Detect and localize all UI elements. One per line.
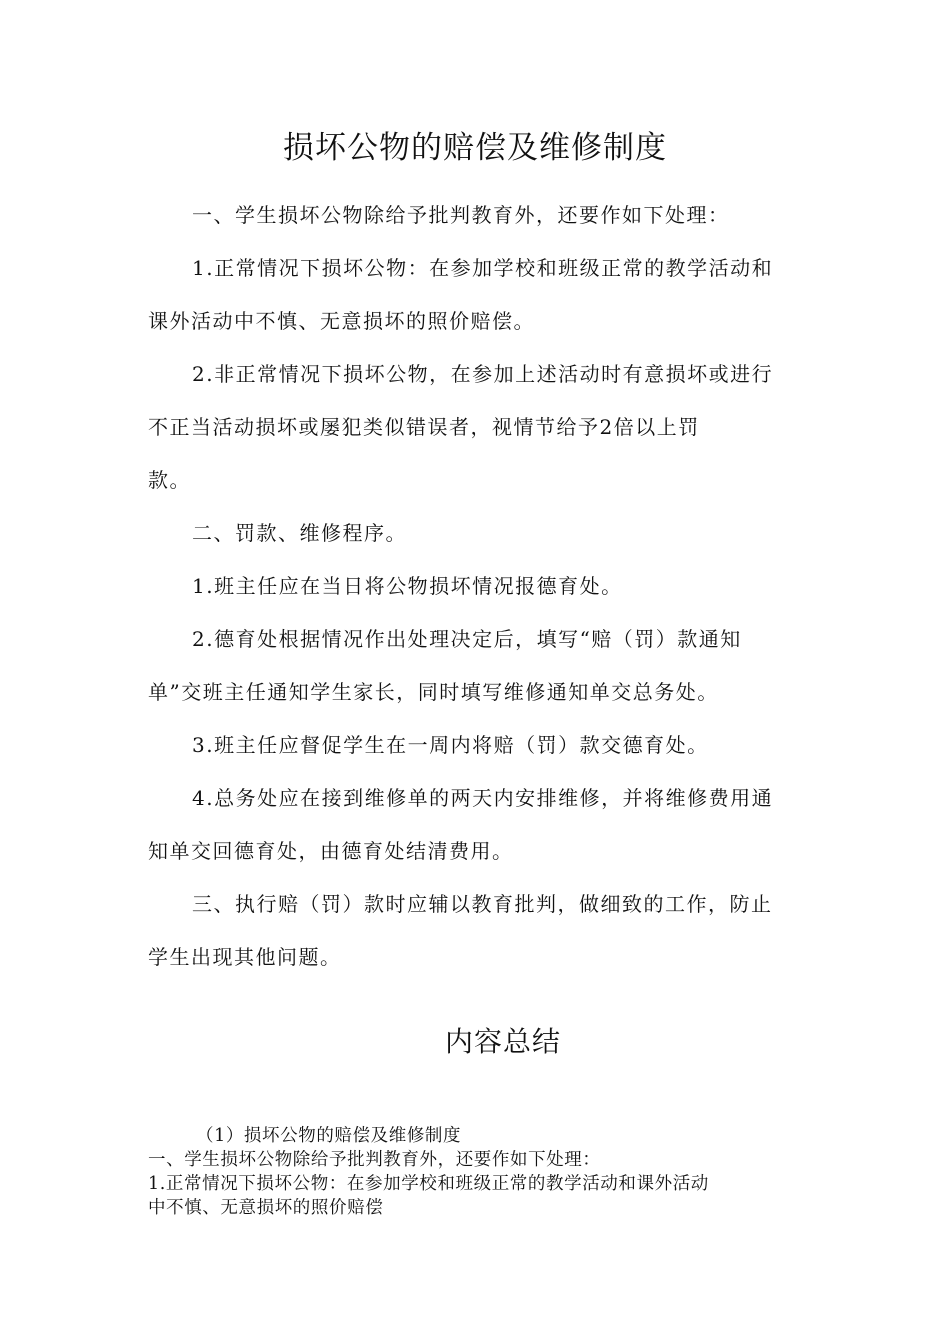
document-body — [148, 189, 808, 984]
body-line: 单”交班主任通知学生家长，同时填写维修通知单交总务处。 — [148, 680, 719, 704]
body-line: 1.班主任应在当日将公物损坏情况报德育处。 — [192, 574, 623, 598]
body-line: 不正当活动损坏或屡犯类似错误者，视情节给予2倍以上罚 — [148, 415, 700, 439]
summary-line: 1.正常情况下损坏公物：在参加学校和班级正常的教学活动和课外活动 — [148, 1174, 709, 1194]
section-heading-1: 一、学生损坏公物除给予批判教育外，还要作如下处理： — [192, 203, 730, 227]
body-line: 3.班主任应督促学生在一周内将赔（罚）款交德育处。 — [192, 733, 709, 757]
body-line: 学生出现其他问题。 — [148, 945, 342, 969]
document-title: 损坏公物的赔偿及维修制度 — [283, 130, 667, 166]
summary-line: 中不慎、无意损坏的照价赔偿 — [148, 1198, 384, 1218]
section-heading-2: 二、罚款、维修程序。 — [192, 521, 407, 545]
summary-body — [148, 1124, 808, 1220]
body-line: 知单交回德育处，由德育处结清费用。 — [148, 839, 514, 863]
body-line: 1.正常情况下损坏公物：在参加学校和班级正常的教学活动和 — [192, 256, 774, 280]
body-line: 2.德育处根据情况作出处理决定后，填写“赔（罚）款通知 — [192, 627, 742, 651]
summary-line: 一、学生损坏公物除给予批判教育外，还要作如下处理： — [148, 1150, 601, 1170]
body-line: 款。 — [148, 468, 191, 492]
body-line: 课外活动中不慎、无意损坏的照价赔偿。 — [148, 309, 535, 333]
summary-line: （1）损坏公物的赔偿及维修制度 — [196, 1126, 462, 1146]
body-line: 2.非正常情况下损坏公物，在参加上述活动时有意损坏或进行 — [192, 362, 774, 386]
body-line: 4.总务处应在接到维修单的两天内安排维修，并将维修费用通 — [192, 786, 774, 810]
summary-title: 内容总结 — [444, 1025, 561, 1058]
section-heading-3: 三、执行赔（罚）款时应辅以教育批判，做细致的工作，防止 — [192, 892, 773, 916]
